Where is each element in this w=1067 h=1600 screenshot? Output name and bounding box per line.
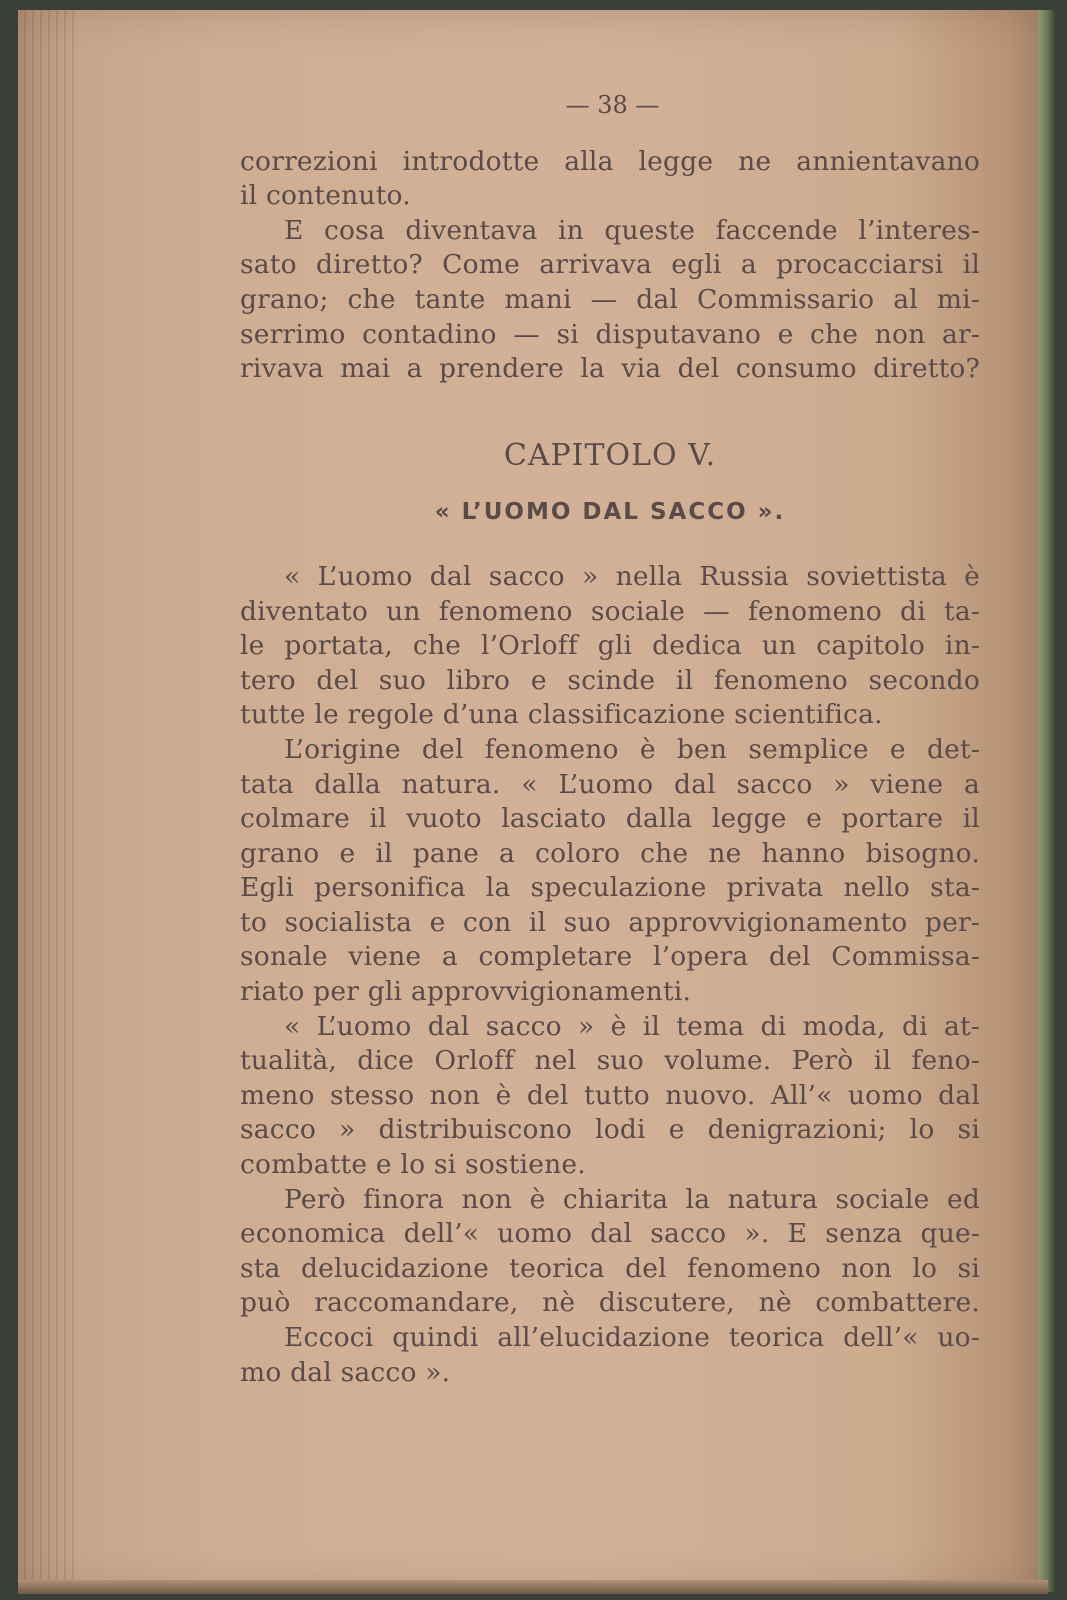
paragraph-2 [240, 560, 980, 733]
opening-paragraph [240, 145, 980, 214]
page-stack-edges [18, 10, 78, 1592]
text-line: può raccomandare, nè discutere, nè combattere. [240, 1287, 980, 1319]
paragraph-6 [240, 1321, 980, 1390]
text-line: serrimo contadino — si disputavano e che non ar- [240, 318, 980, 350]
text-line: E cosa diventava in queste faccende l’interes- [284, 214, 980, 246]
text-line: tata dalla natura. « L’uomo dal sacco » viene a [240, 768, 980, 800]
page-bottom-edge [18, 1580, 1048, 1594]
text-line: il contenuto. [240, 180, 411, 212]
chapter-title: CAPITOLO V. [503, 437, 717, 473]
text-line: correzioni introdotte alla legge ne annientavano [240, 145, 980, 177]
text-line: sonale viene a completare l’opera del Commissa- [240, 941, 980, 973]
text-line: economica dell’« uomo dal sacco ». E senza que- [240, 1218, 980, 1250]
text-line: Egli personifica la speculazione privata nello sta- [240, 872, 980, 904]
text-line: sta delucidazione teorica del fenomeno non lo si [240, 1252, 980, 1284]
text-line: grano e il pane a coloro che ne hanno bisogno. [240, 837, 980, 869]
text-line: riato per gli approvvigionamenti. [240, 976, 692, 1008]
text-line: tutte le regole d’una classificazione scientifica. [240, 699, 883, 731]
text-line: sacco » distribuiscono lodi e denigrazioni; lo si [240, 1114, 980, 1146]
text-line: Però finora non è chiarita la natura sociale ed [284, 1183, 980, 1215]
paragraph-5 [240, 1183, 980, 1321]
chapter-subtitle: « L’UOMO DAL SACCO ». [434, 499, 786, 526]
page-text [240, 88, 980, 1390]
text-line: rivava mai a prendere la via del consumo diretto? [240, 353, 980, 385]
text-line: « L’uomo dal sacco » nella Russia soviettista è [284, 560, 980, 592]
book-cover-edge [1038, 10, 1056, 1592]
text-line: sato diretto? Come arrivava egli a procacciarsi il [240, 249, 980, 281]
text-line: « L’uomo dal sacco » è il tema di moda, di at- [284, 1010, 980, 1042]
text-line: Eccoci quindi all’elucidazione teorica dell’« uo- [284, 1322, 980, 1353]
text-line: grano; che tante mani — dal Commissario al mi- [240, 283, 980, 315]
paragraph-1 [240, 214, 980, 387]
text-line: colmare il vuoto lasciato dalla legge e portare il [240, 803, 980, 835]
text-line: diventato un fenomeno sociale — fenomeno di ta- [240, 595, 980, 627]
text-line: tualità, dice Orloff nel suo volume. Però il feno- [240, 1045, 980, 1077]
text-line: meno stesso non è del tutto nuovo. All’« uomo dal [240, 1079, 980, 1111]
text-line: L’origine del fenomeno è ben semplice e det- [284, 733, 980, 765]
text-line: to socialista e con il suo approvvigionamento per- [240, 906, 980, 938]
text-line: tero del suo libro e scinde il fenomeno secondo [240, 664, 980, 696]
page-number: — 38 — [565, 91, 660, 119]
paragraph-4 [240, 1010, 980, 1183]
paragraph-3 [240, 733, 980, 1010]
text-line: mo dal sacco ». [240, 1356, 451, 1388]
text-line: le portata, che l’Orloff gli dedica un capitolo in- [240, 630, 980, 662]
text-line: combatte e lo si sostiene. [240, 1149, 586, 1181]
